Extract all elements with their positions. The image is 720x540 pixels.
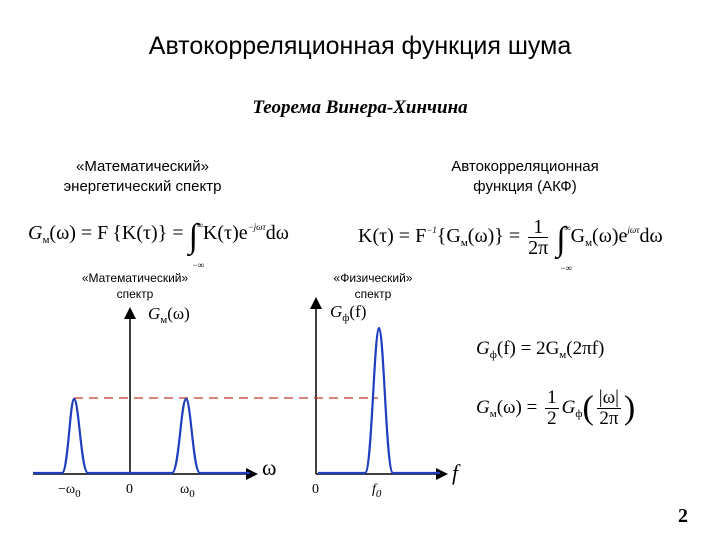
peak-f0 [318, 328, 440, 473]
page-number: 2 [678, 505, 688, 527]
tick-sub: 0 [75, 488, 81, 500]
eq2-rhs-g: G [561, 396, 576, 418]
left-heading-line1: «Математический» [76, 158, 209, 175]
left-y-label-arg: (ω) [167, 304, 190, 323]
eq1-arg: (f) = 2G [496, 338, 560, 359]
left-y-label-sub: м [160, 314, 168, 326]
eq2-g: G [476, 396, 490, 418]
formula-left-inner: {K(τ)} = [112, 222, 184, 244]
eq2-g-sub: м [489, 407, 497, 420]
right-y-label-arg: (f) [349, 302, 367, 321]
physical-spectrum-equation [476, 338, 604, 361]
formula-left-arg: (ω) = F [49, 222, 109, 244]
formula-right-inner-open: {G [436, 225, 461, 248]
right-plot-heading-line1: «Физический» [333, 271, 413, 285]
tick-zero-right: 0 [312, 482, 319, 497]
integral-sign: ∫ ∞ −∞ [189, 222, 198, 252]
right-plot-x-label: f [452, 460, 459, 485]
eq2-rhs-g-sub: ф [575, 407, 583, 420]
peak-positive-omega0 [88, 399, 250, 473]
formula-right-differential: dω [639, 225, 663, 248]
eq2-inner-num: |ω| [598, 387, 619, 408]
eq2-arg: (ω) = [496, 396, 538, 418]
tick-zero-left: 0 [126, 482, 133, 497]
right-heading-line2: функция (АКФ) [473, 178, 577, 195]
eq1-g: G [476, 338, 490, 359]
left-plot-y-label [148, 304, 190, 326]
tick-f0 [372, 482, 381, 500]
tick-label: ω [180, 482, 190, 497]
slide-title: Автокорреляционная функция шума [148, 32, 572, 60]
tick-negative-omega0 [58, 482, 81, 500]
left-plot-x-label: ω [262, 455, 277, 480]
eq2-fraction [545, 388, 559, 429]
formula-right-inner-sub: м [460, 237, 468, 250]
left-y-label-g: G [148, 304, 161, 323]
right-heading-line1: Автокорреляционная [451, 158, 599, 175]
tick-positive-omega0 [180, 482, 195, 500]
right-y-label-g: G [330, 302, 343, 321]
integral-upper-limit: ∞ [564, 223, 571, 234]
formula-left-differential: dω [265, 222, 289, 244]
integral-upper-limit: ∞ [196, 220, 204, 230]
eq2-fraction-den: 2 [547, 408, 557, 429]
tick-sub: 0 [375, 488, 382, 500]
right-plot-heading-line2: спектр [354, 287, 392, 301]
formula-right-integrand-sub: м [585, 237, 593, 250]
tick-label: f [372, 482, 376, 497]
formula-left-exponent: −jωτ [247, 222, 266, 232]
formula-right-inner-close: (ω)} = [467, 225, 521, 248]
left-plot-heading-line2: спектр [116, 287, 154, 301]
formula-right-lhs: K(τ) = F [358, 225, 427, 248]
formula-right-inverse: −1 [426, 225, 437, 236]
formula-right-integrand-g: G [570, 225, 586, 248]
left-heading-line2: энергетический спектр [63, 178, 222, 195]
eq1-rhs-sub: м [559, 349, 567, 361]
tick-sub: 0 [189, 488, 195, 500]
tick-label: −ω [58, 482, 76, 497]
formula-left-integrand: K(τ)e [202, 222, 248, 244]
eq2-fraction-num: 1 [547, 387, 557, 408]
fraction-numerator: 1 [528, 217, 548, 238]
integral-lower-limit: −∞ [560, 263, 572, 274]
eq2-inner-den: 2π [599, 408, 619, 429]
integral-sign: ∫ ∞ −∞ [556, 225, 565, 255]
eq1-rhs-arg: (2πf) [566, 338, 605, 359]
right-y-label-sub: ф [342, 312, 350, 324]
formula-left-g-sub: м [42, 234, 50, 246]
formula-right-integrand-rest: (ω)e [592, 225, 628, 248]
eq1-g-sub: ф [489, 349, 497, 361]
slide-subtitle: Теорема Винера-Хинчина [252, 97, 468, 118]
formula-left-g: G [28, 222, 43, 244]
formula-right-exponent: jωτ [627, 225, 640, 236]
left-plot-heading-line1: «Математический» [81, 271, 189, 285]
peak-negative-omega0 [33, 399, 88, 473]
eq2-inner-fraction [597, 388, 621, 429]
right-plot-y-label [330, 302, 366, 324]
integral-lower-limit: −∞ [192, 260, 205, 270]
fraction-denominator: 2π [528, 237, 549, 259]
math-spectrum-equation: $G_м(\omega)$ = $\frac{1}{2}$ $G_ф$( $\frac{|\omega|}{2\pi}$ ) [476, 387, 636, 429]
